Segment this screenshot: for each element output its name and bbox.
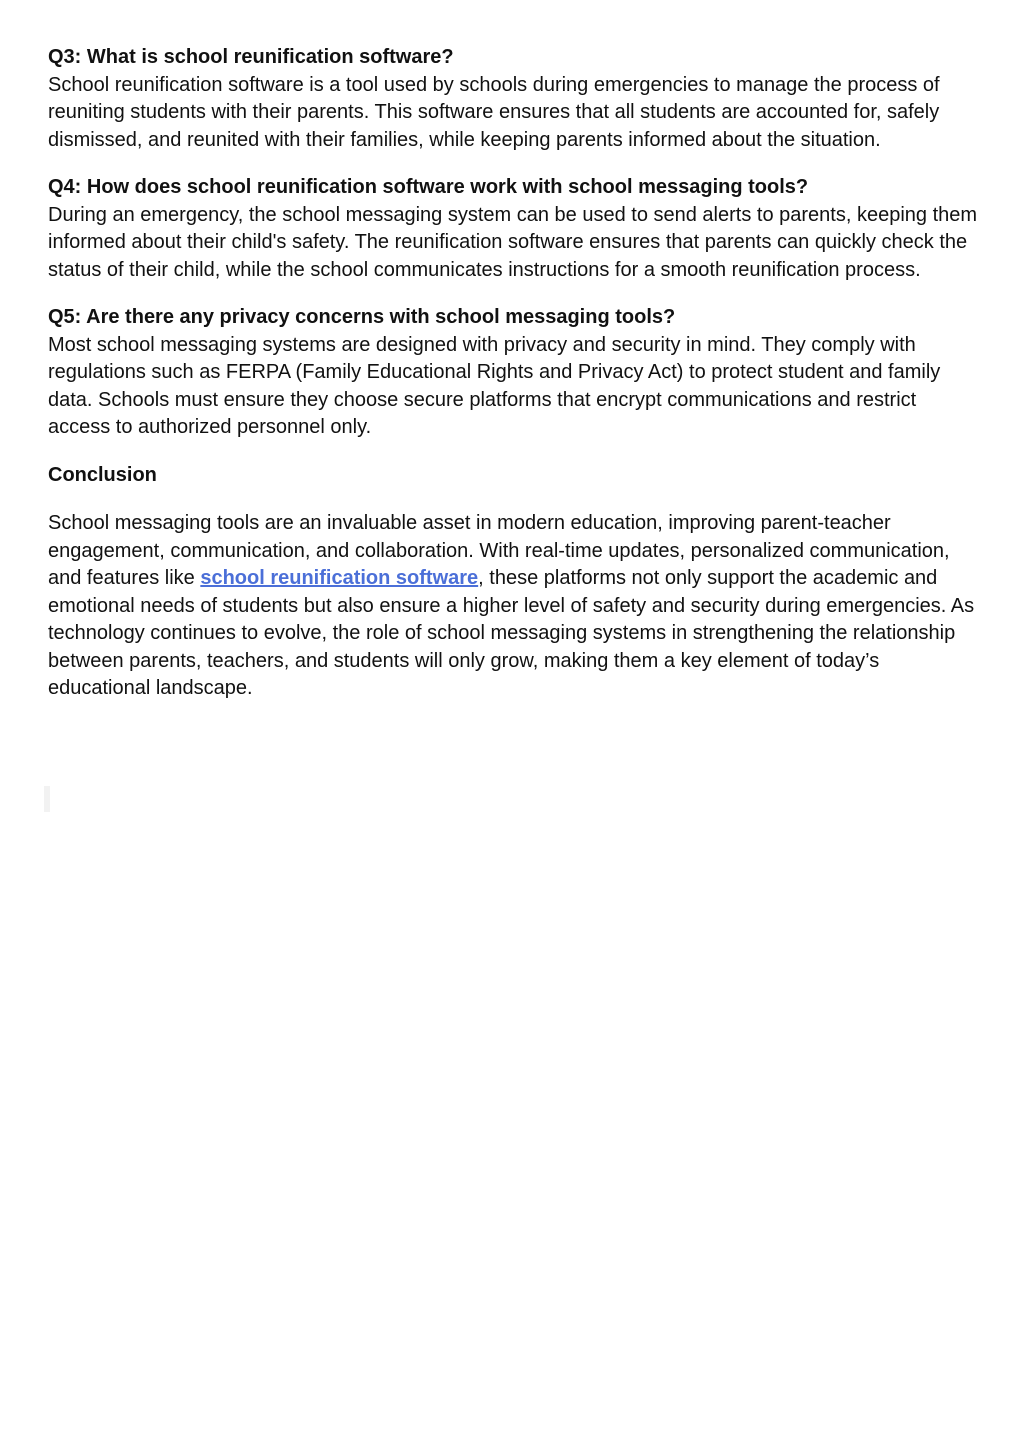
faq-question: Q4: How does school reunification software work with school messaging tools?	[48, 176, 809, 198]
conclusion-text-before-link: School messaging tools are an invaluable asset in modern education, improving parent-teacher engagement, communication, and collaboration. With real-time updates, personalized communication, and features like	[48, 512, 950, 589]
faq-question: Q5: Are there any privacy concerns with school messaging tools?	[48, 306, 676, 328]
document-page	[48, 44, 978, 703]
faq-item-q4	[48, 174, 978, 284]
faq-answer: During an emergency, the school messaging system can be used to send alerts to parents, keeping them informed about their child's safety. The reunification software ensures that parents can quickly check the status of their child, while the school communicates instructions for a smooth reunification process.	[48, 203, 978, 281]
faq-item-q5	[48, 304, 978, 442]
conclusion-heading: Conclusion	[48, 463, 157, 486]
conclusion-paragraph	[48, 510, 978, 703]
text-cursor-mark	[44, 786, 50, 812]
conclusion-text-after-link: , these platforms not only support the academic and emotional needs of students but also ensure a higher level of safety and security during emergencies. As technology continues to evolve, the role of school messaging systems in strengthening the relationship between parents, teachers, and students will only grow, making them a key element of today’s educational landscape.	[48, 567, 975, 699]
faq-item-q3	[48, 44, 978, 154]
faq-answer: Most school messaging systems are designed with privacy and security in mind. They comply with regulations such as FERPA (Family Educational Rights and Privacy Act) to protect student and family data. Schools must ensure they choose secure platforms that encrypt communications and restrict access to authorized personnel only.	[48, 333, 941, 438]
faq-question: Q3: What is school reunification software?	[48, 46, 454, 68]
faq-answer: School reunification software is a tool used by schools during emergencies to manage the process of reuniting students with their parents. This software ensures that all students are accounted for, safely dismissed, and reunited with their families, while keeping parents informed about the situation.	[48, 73, 940, 151]
school-reunification-software-link[interactable]: school reunification software	[200, 567, 479, 589]
